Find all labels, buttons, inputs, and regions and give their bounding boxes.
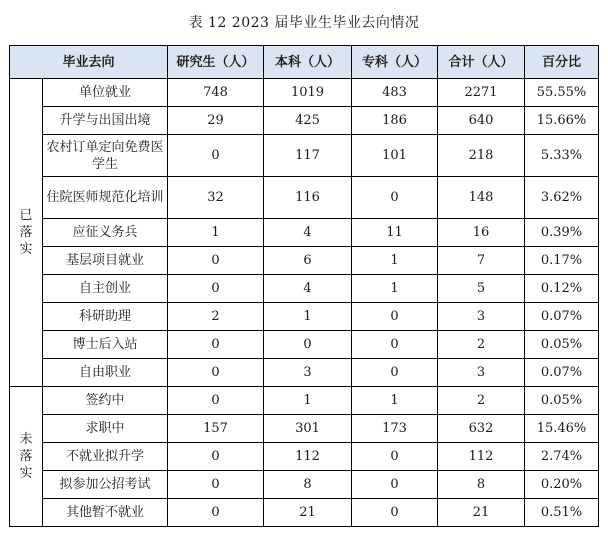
table-row bbox=[10, 331, 599, 359]
group-label-char: 未 bbox=[19, 432, 33, 447]
destination-cell: 不就业拟升学 bbox=[43, 443, 168, 471]
table-row bbox=[10, 303, 599, 331]
percent-cell: 0.07% bbox=[525, 359, 599, 387]
graduate-count-cell: 0 bbox=[168, 247, 264, 275]
destination-cell: 住院医师规范化培训 bbox=[43, 177, 168, 219]
junior-count-cell: 0 bbox=[352, 303, 438, 331]
destination-table bbox=[9, 45, 599, 527]
group-label-char: 落 bbox=[19, 225, 33, 240]
header-junior: 专科（人） bbox=[352, 46, 438, 79]
total-count-cell: 16 bbox=[438, 219, 525, 247]
junior-count-cell: 1 bbox=[352, 387, 438, 415]
destination-cell: 科研助理 bbox=[43, 303, 168, 331]
junior-count-cell: 1 bbox=[352, 247, 438, 275]
percent-cell: 0.12% bbox=[525, 275, 599, 303]
graduate-count-cell: 1 bbox=[168, 219, 264, 247]
undergrad-count-cell: 117 bbox=[264, 135, 352, 177]
junior-count-cell: 186 bbox=[352, 107, 438, 135]
percent-cell: 0.51% bbox=[525, 499, 599, 527]
destination-cell: 其他暂不就业 bbox=[43, 499, 168, 527]
destination-cell: 求职中 bbox=[43, 415, 168, 443]
table-row bbox=[10, 415, 599, 443]
graduate-count-cell: 2 bbox=[168, 303, 264, 331]
destination-cell: 应征义务兵 bbox=[43, 219, 168, 247]
total-count-cell: 21 bbox=[438, 499, 525, 527]
table-row bbox=[10, 499, 599, 527]
total-count-cell: 148 bbox=[438, 177, 525, 219]
group-label-char: 已 bbox=[19, 208, 33, 223]
graduate-count-cell: 29 bbox=[168, 107, 264, 135]
total-count-cell: 218 bbox=[438, 135, 525, 177]
percent-cell: 0.05% bbox=[525, 387, 599, 415]
header-percent: 百分比 bbox=[525, 46, 599, 79]
graduate-count-cell: 0 bbox=[168, 331, 264, 359]
destination-cell: 升学与出国出境 bbox=[43, 107, 168, 135]
junior-count-cell: 0 bbox=[352, 177, 438, 219]
undergrad-count-cell: 301 bbox=[264, 415, 352, 443]
graduate-count-cell: 157 bbox=[168, 415, 264, 443]
junior-count-cell: 101 bbox=[352, 135, 438, 177]
undergrad-count-cell: 1 bbox=[264, 387, 352, 415]
undergrad-count-cell: 6 bbox=[264, 247, 352, 275]
percent-cell: 0.20% bbox=[525, 471, 599, 499]
total-count-cell: 8 bbox=[438, 471, 525, 499]
graduate-count-cell: 0 bbox=[168, 135, 264, 177]
percent-cell: 0.39% bbox=[525, 219, 599, 247]
table-row bbox=[10, 79, 599, 107]
destination-cell: 基层项目就业 bbox=[43, 247, 168, 275]
percent-cell: 2.74% bbox=[525, 443, 599, 471]
group-label-char: 实 bbox=[19, 242, 33, 257]
table-row bbox=[10, 135, 599, 177]
percent-cell: 15.66% bbox=[525, 107, 599, 135]
percent-cell: 15.46% bbox=[525, 415, 599, 443]
graduate-count-cell: 748 bbox=[168, 79, 264, 107]
junior-count-cell: 0 bbox=[352, 499, 438, 527]
destination-cell: 博士后入站 bbox=[43, 331, 168, 359]
undergrad-count-cell: 116 bbox=[264, 177, 352, 219]
total-count-cell: 5 bbox=[438, 275, 525, 303]
junior-count-cell: 11 bbox=[352, 219, 438, 247]
junior-count-cell: 0 bbox=[352, 443, 438, 471]
junior-count-cell: 0 bbox=[352, 471, 438, 499]
total-count-cell: 112 bbox=[438, 443, 525, 471]
destination-cell: 签约中 bbox=[43, 387, 168, 415]
total-count-cell: 3 bbox=[438, 359, 525, 387]
destination-cell: 自主创业 bbox=[43, 275, 168, 303]
table-row bbox=[10, 107, 599, 135]
group-label bbox=[10, 79, 43, 387]
junior-count-cell: 1 bbox=[352, 275, 438, 303]
table-body bbox=[10, 79, 599, 527]
undergrad-count-cell: 4 bbox=[264, 219, 352, 247]
percent-cell: 0.05% bbox=[525, 331, 599, 359]
graduate-count-cell: 0 bbox=[168, 359, 264, 387]
header-destination: 毕业去向 bbox=[10, 46, 168, 79]
total-count-cell: 3 bbox=[438, 303, 525, 331]
percent-cell: 3.62% bbox=[525, 177, 599, 219]
undergrad-count-cell: 425 bbox=[264, 107, 352, 135]
total-count-cell: 2 bbox=[438, 331, 525, 359]
graduate-count-cell: 0 bbox=[168, 275, 264, 303]
header-graduate: 研究生（人） bbox=[168, 46, 264, 79]
table-header-row bbox=[10, 46, 599, 79]
table-row bbox=[10, 443, 599, 471]
table-row bbox=[10, 387, 599, 415]
percent-cell: 0.17% bbox=[525, 247, 599, 275]
header-total: 合计（人） bbox=[438, 46, 525, 79]
destination-cell: 自由职业 bbox=[43, 359, 168, 387]
undergrad-count-cell: 112 bbox=[264, 443, 352, 471]
total-count-cell: 632 bbox=[438, 415, 525, 443]
table-row bbox=[10, 275, 599, 303]
graduate-count-cell: 32 bbox=[168, 177, 264, 219]
table-row bbox=[10, 359, 599, 387]
undergrad-count-cell: 3 bbox=[264, 359, 352, 387]
header-undergrad: 本科（人） bbox=[264, 46, 352, 79]
total-count-cell: 2 bbox=[438, 387, 525, 415]
graduate-count-cell: 0 bbox=[168, 499, 264, 527]
undergrad-count-cell: 1019 bbox=[264, 79, 352, 107]
undergrad-count-cell: 0 bbox=[264, 331, 352, 359]
junior-count-cell: 0 bbox=[352, 331, 438, 359]
total-count-cell: 640 bbox=[438, 107, 525, 135]
undergrad-count-cell: 1 bbox=[264, 303, 352, 331]
destination-cell: 拟参加公招考试 bbox=[43, 471, 168, 499]
percent-cell: 0.07% bbox=[525, 303, 599, 331]
group-label-char: 实 bbox=[19, 466, 33, 481]
undergrad-count-cell: 21 bbox=[264, 499, 352, 527]
table-row bbox=[10, 177, 599, 219]
table-row bbox=[10, 471, 599, 499]
junior-count-cell: 0 bbox=[352, 359, 438, 387]
group-label-char: 落 bbox=[19, 449, 33, 464]
table-caption: 表 12 2023 届毕业生毕业去向情况 bbox=[188, 15, 420, 31]
undergrad-count-cell: 8 bbox=[264, 471, 352, 499]
junior-count-cell: 173 bbox=[352, 415, 438, 443]
graduate-count-cell: 0 bbox=[168, 443, 264, 471]
graduate-count-cell: 0 bbox=[168, 387, 264, 415]
undergrad-count-cell: 4 bbox=[264, 275, 352, 303]
group-label bbox=[10, 387, 43, 527]
destination-cell: 农村订单定向免费医学生 bbox=[43, 135, 168, 177]
total-count-cell: 2271 bbox=[438, 79, 525, 107]
table-row bbox=[10, 219, 599, 247]
table-row bbox=[10, 247, 599, 275]
percent-cell: 5.33% bbox=[525, 135, 599, 177]
junior-count-cell: 483 bbox=[352, 79, 438, 107]
percent-cell: 55.55% bbox=[525, 79, 599, 107]
total-count-cell: 7 bbox=[438, 247, 525, 275]
graduate-count-cell: 0 bbox=[168, 471, 264, 499]
destination-cell: 单位就业 bbox=[43, 79, 168, 107]
